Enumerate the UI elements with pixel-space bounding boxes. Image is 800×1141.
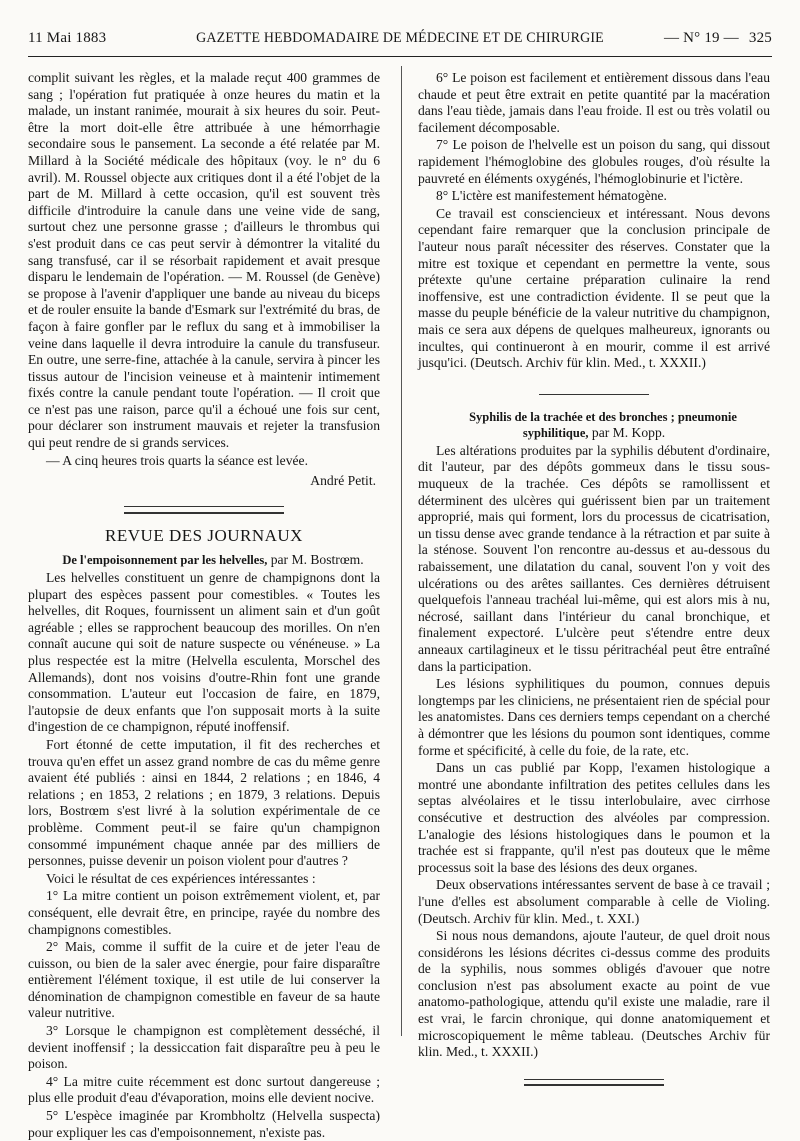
separator-rule	[539, 394, 649, 395]
paragraph: Dans un cas publié par Kopp, l'examen histologique a montré une abondante infiltration des petites cellules dans les septas alvéolaires et le tissu interlobulaire, avec cirrhose consécutive et destruction des alvéoles par compression. L'analogie des lésions histologiques dans le poumon et la trachée est si frappante, qu'il n'est pas douteux que le même processus soit la base des lésions des deux organes.	[418, 760, 770, 875]
ornamental-rule	[124, 506, 284, 514]
article-author: par M. Kopp.	[588, 425, 666, 441]
issue-date: 11 Mai 1883	[28, 30, 107, 46]
header-rule	[28, 56, 772, 57]
paragraph: Si nous nous demandons, ajoute l'auteur, de quel droit nous considérons les lésions décrites ci-dessus comme des produits de la syphilis, nous sommes obligés d'avouer que notre conclusion n'est pas absolument exacte au point de vue anatomo-pathologique, attendu qu'il existe une maladie, rare il est vrai, le farcin chronique, qui donne anatomiquement et microscopiquement le même tableau. (Deutsches Archiv für klin. Med., t. XXXII.)	[418, 928, 770, 1060]
paragraph: 8° L'ictère est manifestement hématogène.	[436, 188, 667, 204]
article-author: par M. Bostrœm.	[267, 552, 364, 568]
article-title-bold: De l'empoisonnement par les helvelles,	[62, 553, 268, 568]
paragraph: 6° Le poison est facilement et entièrement dissous dans l'eau chaude et peut être extrait en petite quantité par la macération dans l'eau tiède, jamais dans l'eau froide. Il est ou très volatil ou facilement décomposable.	[418, 70, 770, 135]
paragraph: Voici le résultat de ces expériences intéressantes :	[46, 870, 316, 886]
paragraph: — A cinq heures trois quarts la séance est levée.	[46, 452, 308, 468]
column-divider	[401, 66, 402, 1036]
paragraph: 5° L'espèce imaginée par Krombholtz (Helvella suspecta) pour expliquer les cas d'empoisonnement, n'existe pas.	[28, 1108, 380, 1140]
paragraph: Fort étonné de cette imputation, il fit des recherches et trouva qu'en effet un assez grand nombre de cas du même genre avaient été publiés : ainsi en 1844, 2 relations ; en 1846, 4 relations ; en 1853, 2 relations ; en 1879, 3 relations. Depuis lors, Bostrœm s'est livré à la solution expérimentale de ce problème. Comment peut-il se faire qu'un champignon consommé impunément chaque année par des milliers de personnes, puisse devenir un poison violent pour d'autres ?	[28, 736, 380, 869]
article-title-bold: Syphilis de la trachée et des bronches ; pneumonie syphilitique,	[469, 409, 737, 441]
running-header	[28, 30, 772, 54]
right-column	[418, 70, 770, 1060]
paragraph: 4° La mitre cuite récemment est donc surtout dangereuse ; plus elle produit d'eau d'évaporation, moins elle devient nocive.	[28, 1073, 380, 1106]
left-column	[28, 70, 380, 1140]
page-number: 325	[748, 30, 772, 46]
paragraph: Ce travail est consciencieux et intéressant. Nous devons cependant faire remarquer que la conclusion principale de l'auteur nous paraît nécessiter des réserves. Constater que la mitre est toxique et cependant en permettre la vente, sous prétexte qu'une certaine préparation culinaire la rend inoffensive, est une contradiction évidente. Il se peut que la masse du peuple bénéficie de la valeur nutritive du champignon, mais ce sera aux dépens de quelques malheureux, ignorants ou incultes, qui continueront à en mourir, comme il est arrivé jusqu'ici. (Deutsch. Archiv für klin. Med., t. XXXII.)	[418, 205, 770, 371]
paragraph: Les helvelles constituent un genre de champignons dont la plupart des espèces passent pour comestibles. « Toutes les helvelles, dit Roques, fournissent un aliment sain et d'un goût agréable ; elles se rapprochent beaucoup des morilles. On n'en connaît aucune qui soit de nature suspecte ou vénéneuse. » La plus respectée est la mitre (Helvella esculenta, Morschel des Allemands), dont nos voisins d'outre-Rhin font une grande consommation. L'auteur eut l'occasion de faire, en 1879, l'autopsie de deux enfants que l'on supposait morts à la suite d'ingestion de ce champignon, réputé inoffensif.	[28, 570, 380, 735]
journal-title: GAZETTE HEBDOMADAIRE DE MÉDECINE ET DE CHIRURGIE	[196, 30, 604, 46]
paragraph: complit suivant les règles, et la malade reçut 400 grammes de sang ; l'opération fut pratiquée à onze heures du matin et la malade, un instant ranimée, mourait à six heures du soir. Peut-être la mort doit-elle être attribuée à une hémorrhagie secondaire sous le pansement. La seconde a été relatée par M. Millard à la Société médicale des hôpitaux (voy. le n° du 6 avril). M. Roussel objecte aux critiques dont il a été l'objet de la part de M. Millard à cette occasion, qu'il est souvent très difficile d'introduire la canule dans une veine vide de sang, surtout chez une personne grasse ; d'ailleurs le thrombus qui s'est produit dans ce cas peut servir à démontrer la vitalité du sang transfusé, car il se résorbait rapidement et avait presque disparu le lendemain de l'opération. — M. Roussel (de Genève) se propose à l'avenir d'appliquer une bande au niveau du biceps et de rouler ensuite la bande d'Esmark sur l'extrémité du bras, de façon à faire gonfler par le reflux du sang et à immobiliser la veine dans laquelle il devra introduire la canule du transfuseur. En outre, une serre-fine, attachée à la canule, servira à pincer les tissus autour de l'incision veineuse et à maintenir intimement fixés contre la canule pendant toute l'opération. — Il croit que ce n'est pas une raison, parce qu'il a échoué une fois sur cent, pour déclarer son instrument mauvais et rejeter la transfusion qui peut rendre de si grands services.	[28, 70, 380, 451]
paragraph: 3° Lorsque le champignon est complètement desséché, il devient inoffensif ; la dessiccation fait disparaître peu à peu le poison.	[28, 1023, 380, 1072]
section-title: REVUE DES JOURNAUX	[105, 525, 303, 545]
paragraph: Les altérations produites par la syphilis débutent d'ordinaire, dit l'auteur, par des dépôts gommeux dans le tissu sous-muqueux de la trachée. Ces dépôts se ramollissent et déterminent des ulcères qui guérissent bien par un traitement approprié, mais qui forment, lors du processus de cicatrisation, un tissu dense avec grande tendance à la rétraction et par suite à la sténose. Souvent l'on rencontre au-dessus et au-dessous du rabaissement, une dilatation du canal, souvent l'on y voit des ulcérations ou des arêtes saillantes. Ces dernières détruisent quelquefois l'anneau trachéal lui-même, qui est alors mis à nu, nécrosé, saillant dans l'intérieur du canal bronchique, et finalement expectoré. L'ulcère peut s'étendre entre deux anneaux cartilagineux et le tissu péritrachéal peut être entraîné dans la participation.	[418, 442, 770, 674]
article-title	[28, 552, 380, 569]
paragraph: 7° Le poison de l'helvelle est un poison du sang, qui dissout rapidement l'hémoglobine des globules rouges, d'où résulte la pauvreté en éléments oxygénés, l'hémoglobinurie et l'ictère.	[418, 137, 770, 186]
paragraph: 2° Mais, comme il suffit de la cuire et de jeter l'eau de cuisson, ou bien de la saler avec énergie, pour faire disparaître entièrement l'élément toxique, il est utile de lui conserver la dénomination de champignon comestible en faveur de sa haute valeur nutritive.	[28, 939, 380, 1021]
paragraph: Les lésions syphilitiques du poumon, connues depuis longtemps par les cliniciens, ne présentaient rien de spécial pour les anatomistes. Dans ces derniers temps cependant on a cherché à démontrer que les lésions du poumon sont identiques, comme forme et spécificité, à celle du foie, de la rate, etc.	[418, 676, 770, 758]
end-rule	[524, 1079, 664, 1086]
issue-number: — N° 19 —	[664, 30, 739, 46]
paragraph: Deux observations intéressantes servent de base à ce travail ; l'une d'elles est absolument comparable à celle de Violing. (Deutsch. Archiv für klin. Med., t. XXI.)	[418, 877, 770, 926]
article-title	[418, 409, 770, 442]
paragraph: 1° La mitre contient un poison extrêmement violent, et, par conséquent, elle devrait être, en principe, rayée du nombre des champignons comestibles.	[28, 888, 380, 937]
signature: André Petit.	[310, 473, 376, 489]
